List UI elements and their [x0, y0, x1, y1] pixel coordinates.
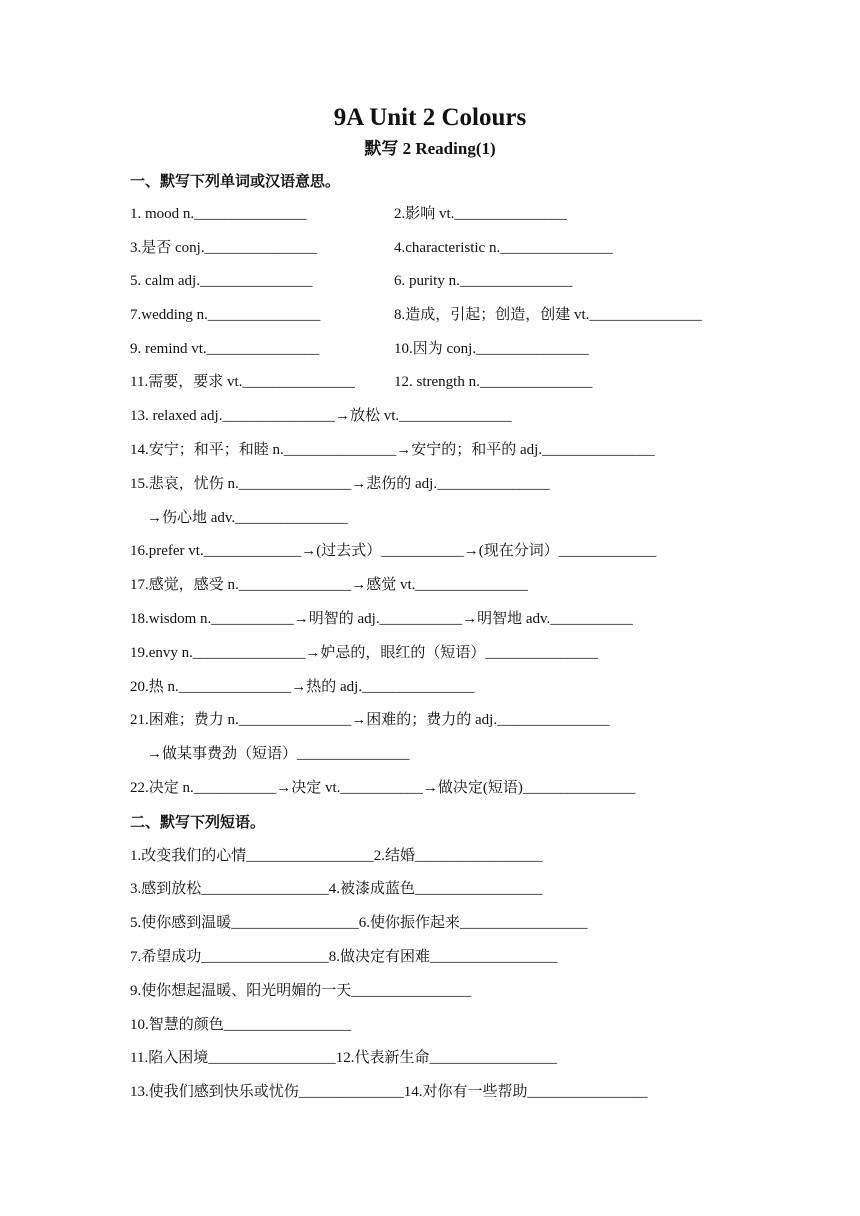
section-heading-vocabulary: 一、默写下列单词或汉语意思。 — [130, 172, 341, 190]
section-heading-phrases: 二、默写下列短语。 — [130, 813, 266, 831]
vocab-item-15: 15.悲哀，忧伤 n._______________→悲伤的 adj._______________ — [130, 476, 550, 492]
worksheet-title: 9A Unit 2 Colours — [333, 104, 527, 131]
vocab-item-21: 21.困难；费力 n._______________→困难的；费力的 adj._______________ — [130, 712, 610, 728]
vocab-item-18: 18.wisdom n.___________→明智的 adj.___________→明智地 adv.___________ — [130, 611, 633, 627]
phrase-item-10: 10.智慧的颜色_________________ — [130, 1017, 352, 1033]
vocab-item-1: 1. mood n._______________ — [130, 206, 307, 222]
worksheet-subtitle: 默写 2 Reading(1) — [364, 139, 496, 158]
vocab-item-20: 20.热 n._______________→热的 adj._______________ — [130, 679, 475, 695]
phrase-item-13-14: 13.使我们感到快乐或忧伤______________14.对你有一些帮助________________ — [130, 1084, 648, 1100]
vocab-item-16: 16.prefer vt._____________→(过去式）___________→(现在分词）_____________ — [130, 543, 657, 559]
vocab-item-2: 2.影响 vt._______________ — [394, 206, 567, 222]
phrase-item-9: 9.使你想起温暖、阳光明媚的一天________________ — [130, 983, 472, 999]
vocab-item-10: 10.因为 conj._______________ — [394, 341, 589, 357]
vocab-item-11: 11.需要，要求 vt._______________ — [130, 374, 355, 390]
vocab-item-17: 17.感觉，感受 n._______________→感觉 vt._______________ — [130, 577, 528, 593]
vocab-item-9: 9. remind vt._______________ — [130, 341, 320, 357]
vocab-item-15-continued: →伤心地 adv._______________ — [147, 510, 348, 526]
vocab-item-7: 7.wedding n._______________ — [130, 307, 321, 323]
vocab-item-6: 6. purity n._______________ — [394, 273, 573, 289]
vocab-item-21-continued: →做某事费劲（短语）_______________ — [147, 746, 410, 762]
phrase-item-7-8: 7.希望成功_________________8.做决定有困难_________________ — [130, 949, 558, 965]
phrase-item-5-6: 5.使你感到温暖_________________6.使你振作起来_________________ — [130, 915, 588, 931]
vocab-item-5: 5. calm adj._______________ — [130, 273, 313, 289]
vocab-item-14: 14.安宁；和平；和睦 n._______________→安宁的；和平的 adj._______________ — [130, 442, 655, 458]
vocab-item-13: 13. relaxed adj._______________→放松 vt._______________ — [130, 408, 512, 424]
vocab-item-3: 3.是否 conj._______________ — [130, 240, 318, 256]
vocab-item-8: 8.造成，引起；创造，创建 vt._______________ — [394, 307, 702, 323]
vocab-item-19: 19.envy n._______________→妒忌的，眼红的（短语）_______________ — [130, 645, 598, 661]
vocab-item-12: 12. strength n._______________ — [394, 374, 593, 390]
phrase-item-1-2: 1.改变我们的心情_________________2.结婚_________________ — [130, 848, 543, 864]
phrase-item-3-4: 3.感到放松_________________4.被漆成蓝色_________________ — [130, 881, 543, 897]
vocab-item-4: 4.characteristic n._______________ — [394, 240, 613, 256]
phrase-item-11-12: 11.陷入困境_________________12.代表新生命_________________ — [130, 1050, 557, 1066]
vocab-item-22: 22.决定 n.___________→决定 vt.___________→做决定(短语)_______________ — [130, 780, 636, 796]
